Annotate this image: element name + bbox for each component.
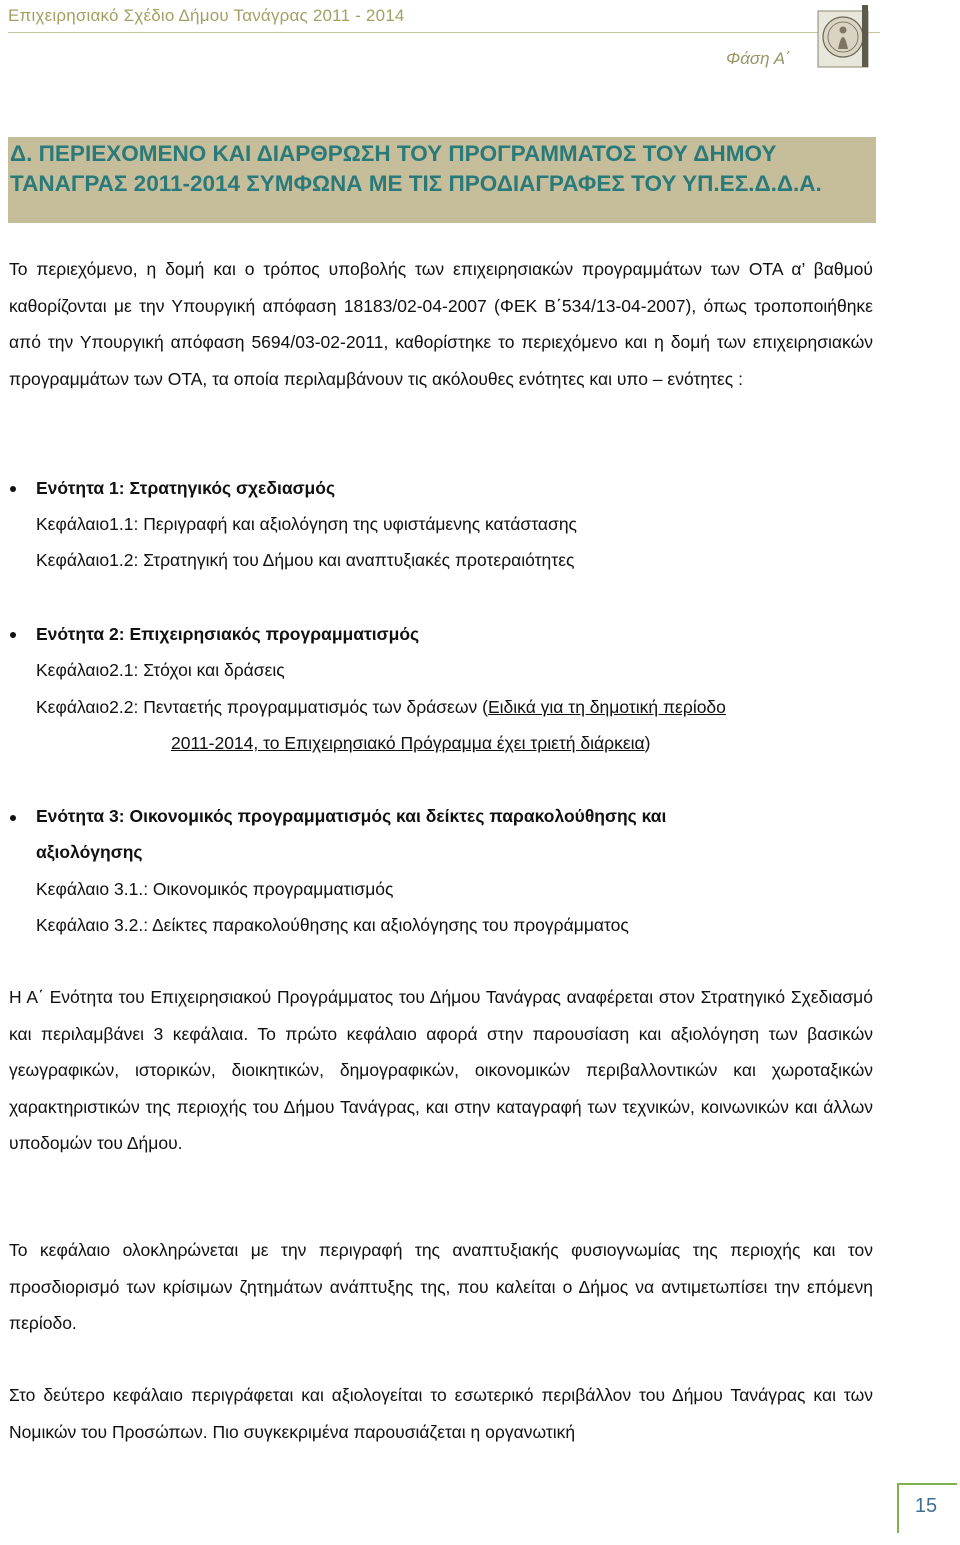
unit-1-title: Ενότητα 1: Στρατηγικός σχεδιασμός	[36, 478, 336, 498]
header-divider	[8, 32, 880, 33]
body-paragraph: Η Α΄ Ενότητα του Επιχειρησιακού Προγράμματος του Δήμου Τανάγρας αναφέρεται στον Στρατηγικό Σχεδιασμό και περιλαμβάνει 3 κεφάλαια. Το πρώτο κεφάλαιο αφορά στην παρουσίαση και αξιολόγηση των βασικών γεωγραφικών, ιστορικών, διοικητικών, δημογραφικών, οικονομικών περιβαλλοντικών και χωροταξικών χαρακτηριστικών της περιοχής του Δήμου Τανάγρας, και στην καταγραφή των τεχνικών, κοινωνικών και άλλων υποδομών του Δήμου.	[9, 987, 873, 1154]
unit-3-title-line1: Ενότητα 3: Οικονομικός προγραμματισμός και δείκτες παρακολούθησης και	[36, 806, 667, 826]
chapter-2-1: Κεφάλαιο2.1: Στόχοι και δράσεις	[36, 660, 285, 680]
chapter-3-1: Κεφάλαιο 3.1.: Οικονομικός προγραμματισμός	[36, 879, 394, 899]
page-number-rule	[899, 1483, 957, 1485]
chapter-2-2-label: Κεφάλαιο2.2: Πενταετής προγραμματισμός των δράσεων (	[36, 697, 488, 717]
chapter-1-1: Κεφάλαιο1.1: Περιγραφή και αξιολόγηση της υφιστάμενης κατάστασης	[36, 514, 577, 534]
chapter-2-2-note-line1: Ειδικά για τη δημοτική περίοδο	[487, 697, 726, 717]
bullet-icon	[10, 815, 16, 821]
unit-3-title-line2: αξιολόγησης	[36, 842, 143, 862]
municipality-seal-logo	[812, 3, 874, 73]
chapter-2-2-note-close: )	[644, 733, 651, 753]
chapter-2-2-continuation	[171, 725, 651, 762]
chapter-2-2	[36, 689, 726, 726]
section-heading: Δ. ΠΕΡΙΕΧΟΜΕΝΟ ΚΑΙ ΔΙΑΡΘΡΩΣΗ ΤΟΥ ΠΡΟΓΡΑΜΜΑΤΟΣ ΤΟΥ ΔΗΜΟΥ ΤΑΝΑΓΡΑΣ 2011-2014 ΣΥΜΦΩΝΑ ΜΕ ΤΙΣ ΠΡΟΔΙΑΓΡΑΦΕΣ ΤΟΥ ΥΠ.ΕΣ.Δ.Δ.Α.	[10, 141, 822, 196]
document-header-title: Επιχειρησιακό Σχέδιο Δήμου Τανάγρας 2011 - 2014	[8, 6, 405, 25]
page-number: 15	[914, 1495, 938, 1517]
unit-2-title: Ενότητα 2: Επιχειρησιακός προγραμματισμός	[36, 624, 420, 644]
intro-paragraph: Το περιεχόμενο, η δομή και ο τρόπος υποβολής των επιχειρησιακών προγραμμάτων των ΟΤΑ α’ βαθμού καθορίζονται με την Υπουργική απόφαση 18183/02-04-2007 (ΦΕΚ Β΄534/13-04-2007), όπως τροποποιήθηκε από την Υπουργική απόφαση 5694/03-02-2011, καθορίστηκε το περιεχόμενο και η δομή των επιχειρησιακών προγραμμάτων των ΟΤΑ, τα οποία περιλαμβάνουν τις ακόλουθες ενότητες και υπο – ενότητες :	[9, 259, 873, 389]
body-paragraph: Το κεφάλαιο ολοκληρώνεται με την περιγραφή της αναπτυξιακής φυσιογνωμίας της περιοχής και τον προσδιορισμό των κρίσιμων ζητημάτων ανάπτυξης της, που καλείται ο Δήμος να αντιμετωπίσει την επόμενη περίοδο.	[9, 1240, 873, 1334]
chapter-1-2: Κεφάλαιο1.2: Στρατηγική του Δήμου και αναπτυξιακές προτεραιότητες	[36, 550, 575, 570]
chapter-2-2-note-line2: 2011-2014, το Επιχειρησιακό Πρόγραμμα έχει τριετή διάρκεια	[171, 733, 645, 753]
bullet-icon	[10, 486, 16, 492]
section-heading-box	[8, 137, 876, 223]
bullet-icon	[10, 632, 16, 638]
body-paragraph: Στο δεύτερο κεφάλαιο περιγράφεται και αξιολογείται το εσωτερικό περιβάλλον του Δήμου Τανάγρας και των Νομικών του Προσώπων. Πιο συγκεκριμένα παρουσιάζεται η οργανωτική	[9, 1385, 873, 1442]
phase-label: Φάση Α΄	[726, 49, 791, 68]
chapter-3-2: Κεφάλαιο 3.2.: Δείκτες παρακολούθησης και αξιολόγησης του προγράμματος	[36, 915, 629, 935]
